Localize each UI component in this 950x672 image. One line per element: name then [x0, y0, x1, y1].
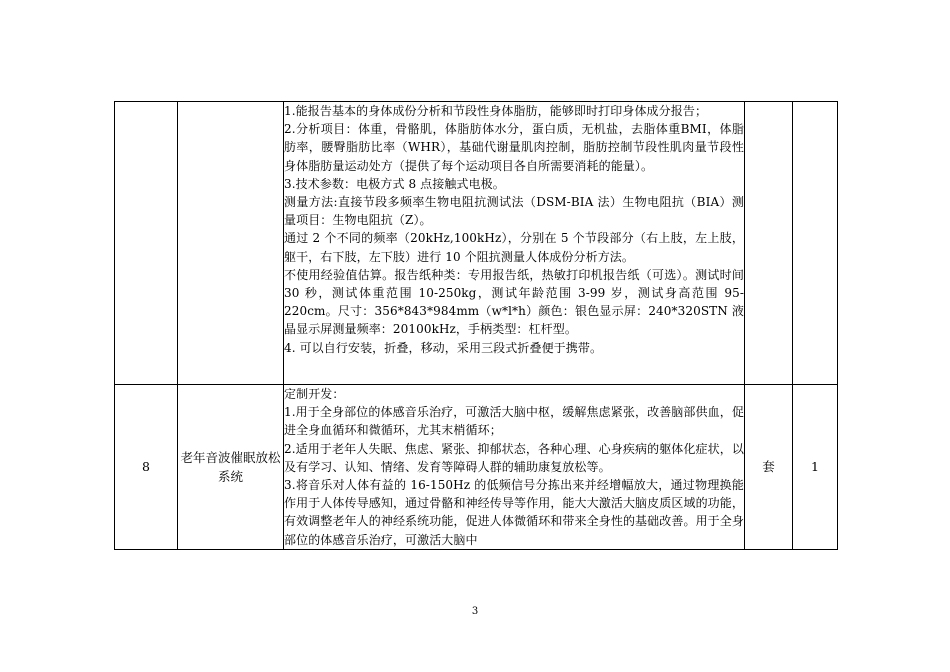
row-unit-cell: 套	[745, 385, 793, 550]
description-paragraph: 2.适用于老年人失眠、焦虑、紧张、抑郁状态，各种心理、心身疾病的躯体化症状，以及有学习、认知、情绪、发育等障碍人群的辅助康复放松等。	[284, 441, 744, 474]
row-description-cell	[284, 102, 745, 385]
description-paragraph: 不使用经验值估算。报告纸种类：专用报告纸，热敏打印机报告纸（可选）。测试时间 30 秒，测试体重范围 10-250kg，测试年龄范围 3-99 岁，测试身高范围 95-220cm。尺寸：356*843*984mm（w*l*h）颜色：银色显示屏：240*320STN 液晶显示屏测量频率：20100kHz，手柄类型：杠杆型。	[284, 267, 744, 337]
table-row	[115, 102, 838, 385]
description-paragraph: 通过 2 个不同的频率（20kHz,100kHz），分别在 5 个节段部分（右上肢，左上肢，躯干，右下肢，左下肢）进行 10 个阻抗测量人体成份分析方法。	[284, 231, 744, 264]
table-row	[115, 385, 838, 550]
description-paragraph: 1.用于全身部位的体感音乐治疗，可激活大脑中枢，缓解焦虑紧张，改善脑部供血，促进全身血循环和微循环，尤其末梢循环；	[284, 405, 744, 438]
row-description-cell	[284, 385, 745, 550]
row-unit-cell	[745, 102, 793, 385]
row-quantity-cell: 1	[793, 385, 838, 550]
description-paragraph: 3.将音乐对人体有益的 16-150Hz 的低频信号分拣出来并经增幅放大，通过物理换能作用于人体传导感知，通过骨骼和神经传导等作用，能大大激活大脑皮质区域的功能，有效调整老年人的神经系统功能，促进人体微循环和带来全身性的基础改善。用于全身部位的体感音乐治疗，可激活大脑中	[284, 478, 744, 547]
description-paragraph: 3.技术参数：电极方式 8 点接触式电极。	[284, 176, 505, 191]
page-number: 3	[471, 606, 479, 617]
specification-table	[114, 101, 838, 550]
description-paragraph: 测量方法:直接节段多频率生物电阻抗测试法（DSM-BIA 法）生物电阻抗（BIA）测量项目：生物电阻抗（Z）。	[284, 195, 744, 228]
row-name-cell	[178, 102, 284, 385]
description-paragraph: 1.能报告基本的身体成份分析和节段性身体脂肪，能够即时打印身体成分报告；	[284, 104, 708, 118]
description-paragraph: 2.分析项目：体重，骨骼肌，体脂肪体水分，蛋白质，无机盐，去脂体重BMI，体脂肪率，腰臀脂肪比率（WHR），基础代谢量肌肉控制，脂肪控制节段性肌肉量节段性身体脂肪量运动处方（提供了每个运动项目各自所需要消耗的能量）。	[284, 122, 744, 173]
description-paragraph: 定制开发：	[284, 387, 345, 401]
row-index-cell	[115, 102, 178, 385]
row-index-cell: 8	[115, 385, 178, 550]
row-name-cell: 老年音波催眠放松系统	[178, 385, 284, 550]
row-quantity-cell	[793, 102, 838, 385]
description-paragraph: 4. 可以自行安装，折叠，移动，采用三段式折叠便于携带。	[284, 340, 603, 355]
